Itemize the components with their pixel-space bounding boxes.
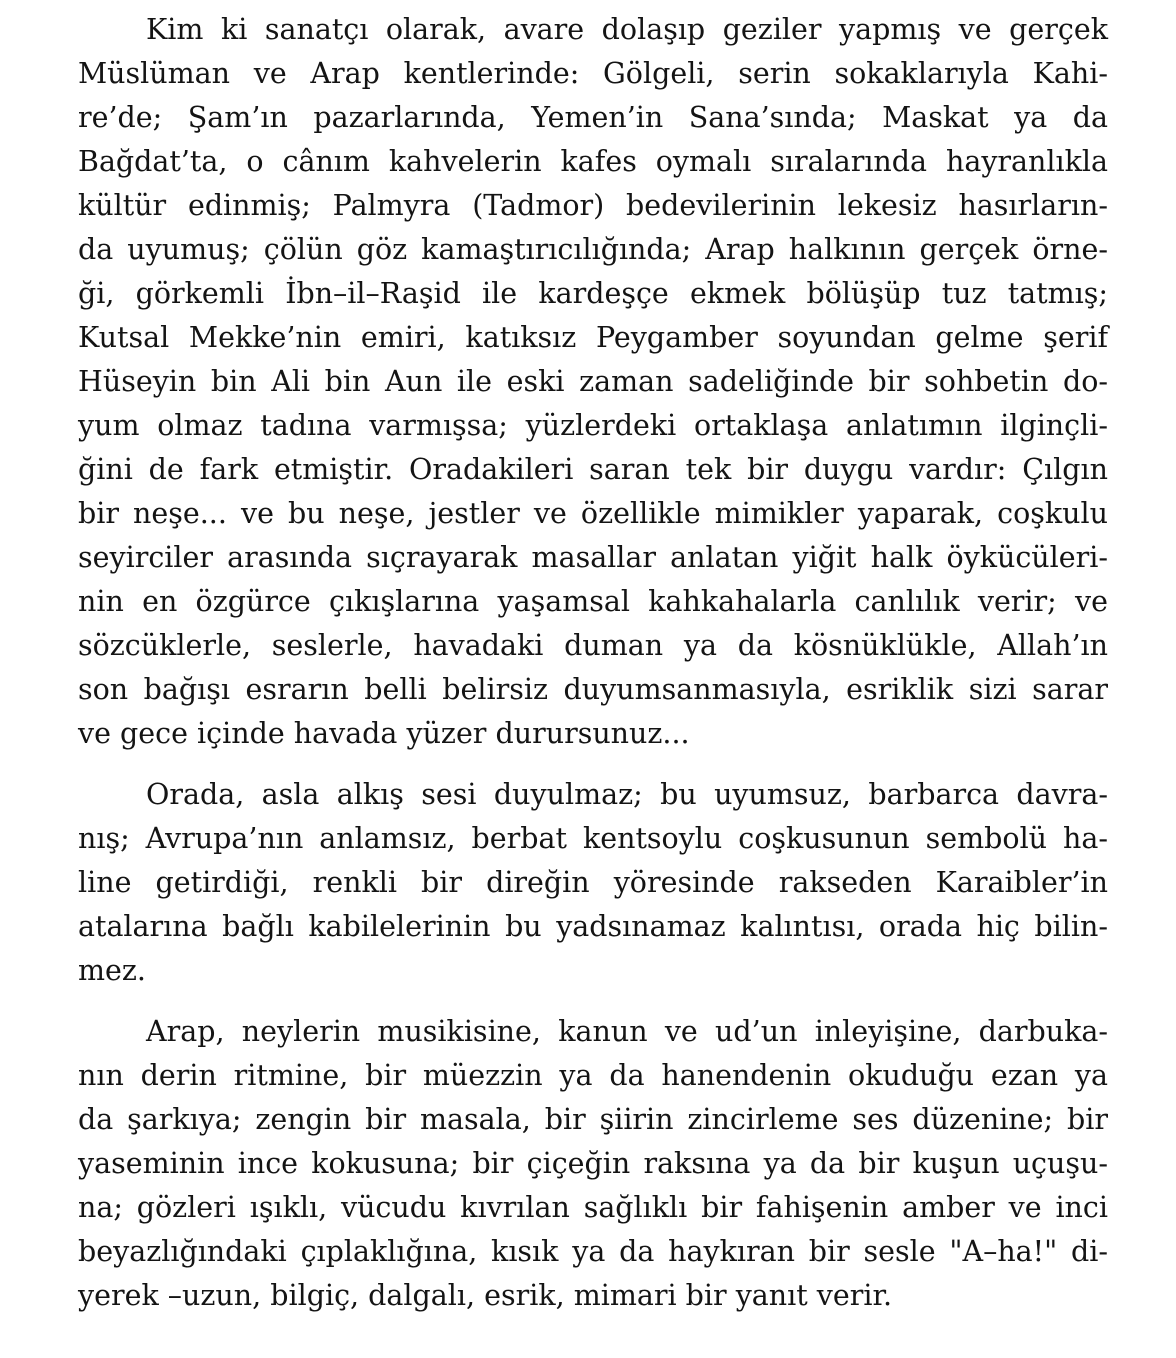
text-line: Hüseyin bin Ali bin Aun ile eski zaman sadeliğinde bir sohbetin do- [78, 365, 1108, 398]
text-line: ği, görkemli İbn–il–Raşid ile kardeşçe ekmek bölüşüp tuz tatmış; [78, 277, 1108, 310]
text-line: Bağdat’ta, o cânım kahvelerin kafes oymalı sıralarında hayranlıkla [78, 145, 1108, 178]
text-line: beyazlığındaki çıplaklığına, kısık ya da haykıran bir sesle "A–ha!" di- [78, 1235, 1108, 1268]
text-line: yaseminin ince kokusuna; bir çiçeğin raksına ya da bir kuşun uçuşu- [78, 1147, 1108, 1180]
text-line: da uyumuş; çölün göz kamaştırıcılığında; Arap halkının gerçek örne- [78, 233, 1108, 266]
text-line: kültür edinmiş; Palmyra (Tadmor) bedevilerinin lekesiz hasırların- [78, 189, 1108, 222]
text-line: Orada, asla alkış sesi duyulmaz; bu uyumsuz, barbarca davra- [146, 778, 1108, 811]
text-line: nın derin ritmine, bir müezzin ya da hanendenin okuduğu ezan ya [78, 1059, 1108, 1092]
text-line: ve gece içinde havada yüzer durursunuz... [78, 717, 690, 750]
text-line: Müslüman ve Arap kentlerinde: Gölgeli, serin sokaklarıyla Kahi- [78, 57, 1108, 90]
text-line: nış; Avrupa’nın anlamsız, berbat kentsoylu coşkusunun sembolü ha- [78, 822, 1108, 855]
text-line: re’de; Şam’ın pazarlarında, Yemen’in Sana’sında; Maskat ya da [78, 101, 1108, 134]
text-line: Arap, neylerin musikisine, kanun ve ud’un inleyişine, darbuka- [146, 1015, 1108, 1048]
text-line: bir neşe... ve bu neşe, jestler ve özellikle mimikler yaparak, coşkulu [78, 497, 1108, 530]
text-line: Kutsal Mekke’nin emiri, katıksız Peygamber soyundan gelme şerif [78, 321, 1108, 354]
text-line: line getirdiği, renkli bir direğin yöresinde rakseden Karaibler’in [78, 866, 1108, 899]
text-line: da şarkıya; zengin bir masala, bir şiirin zincirleme ses düzenine; bir [78, 1103, 1108, 1136]
text-line: na; gözleri ışıklı, vücudu kıvrılan sağlıklı bir fahişenin amber ve inci [78, 1191, 1108, 1224]
text-line: mez. [78, 954, 146, 987]
text-line: nin en özgürce çıkışlarına yaşamsal kahkahalarla canlılık verir; ve [78, 585, 1108, 618]
text-line: Kim ki sanatçı olarak, avare dolaşıp geziler yapmış ve gerçek [146, 13, 1108, 46]
text-line: seyirciler arasında sıçrayarak masallar anlatan yiğit halk öykücüleri- [78, 541, 1108, 574]
text-line: yum olmaz tadına varmışsa; yüzlerdeki ortaklaşa anlatımın ilginçli- [78, 409, 1108, 442]
text-line: atalarına bağlı kabilelerinin bu yadsınamaz kalıntısı, orada hiç bilin- [78, 910, 1108, 943]
text-line: yerek –uzun, bilgiç, dalgalı, esrik, mimari bir yanıt verir. [78, 1279, 893, 1312]
text-line: son bağışı esrarın belli belirsiz duyumsanmasıyla, esriklik sizi sarar [78, 673, 1108, 706]
text-line: sözcüklerle, seslerle, havadaki duman ya da kösnüklükle, Allah’ın [78, 629, 1108, 662]
text-line: ğini de fark etmiştir. Oradakileri saran tek bir duygu vardır: Çılgın [78, 453, 1108, 486]
